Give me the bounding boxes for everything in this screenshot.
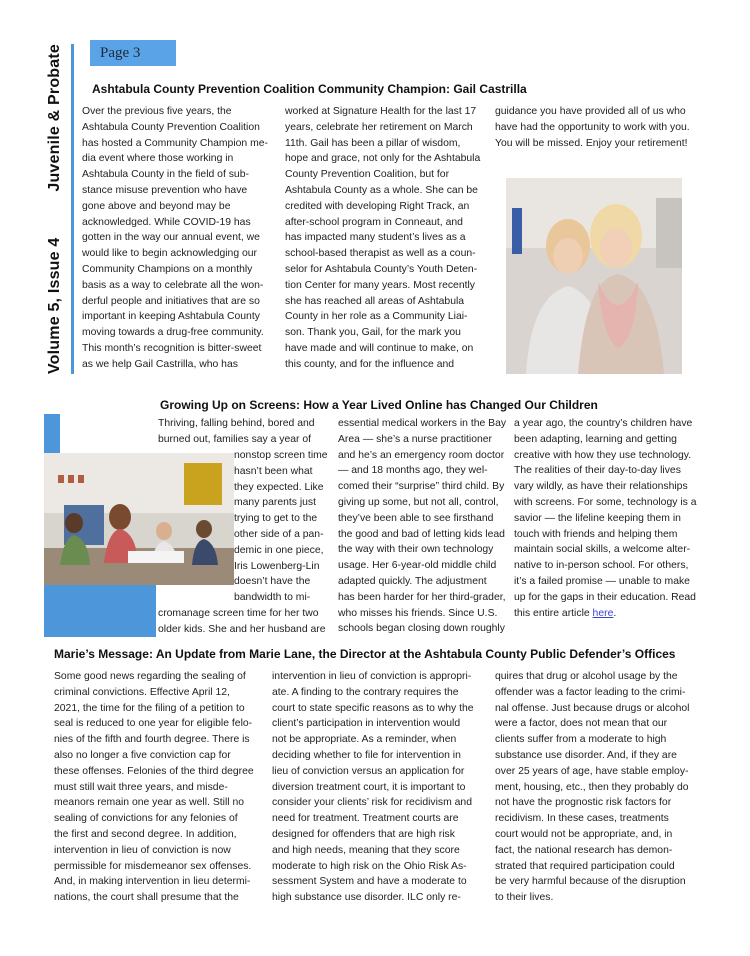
- text-line: tion Center for many years. Most recently: [285, 279, 475, 291]
- text-line: been adapting, learning and getting: [514, 433, 677, 445]
- text-line: client’s participation in intervention would: [272, 718, 461, 730]
- text-line: who misses his friends. Since U.S.: [338, 607, 498, 619]
- text-line: moderate to high risk on the Ohio Risk As-: [272, 860, 467, 872]
- text-line: school-based therapist as well as a coun-: [285, 248, 476, 260]
- text-line: and high needs, meaning that they score: [272, 844, 460, 856]
- text-line: And, in making intervention in lieu determi-: [54, 876, 251, 888]
- text-line: schools began closing down roughly: [338, 623, 505, 635]
- text-line: savior — the lifeline keeping them in: [514, 512, 681, 524]
- article3-col3: [495, 669, 700, 906]
- article1-col2: [285, 104, 493, 373]
- text-line: have had the opportunity to work with you.: [495, 121, 690, 133]
- article3-headline: Marie’s Message: An Update from Marie Lane, the Director at the Ashtabula County Public Defender’s Offices: [54, 647, 676, 661]
- text-line: County in her role as a Community Liai-: [285, 311, 468, 323]
- text-line: dia event where those working in: [82, 153, 234, 165]
- text-line: diversion treatment court, it is important to: [272, 781, 466, 793]
- text-line: Area — she’s a nurse practitioner: [338, 433, 493, 445]
- text-line: You will be missed. Enjoy your retirement!: [495, 137, 688, 149]
- text-line: son. Thank you, Gail, for the mark you: [285, 327, 461, 339]
- text-line: would like to begin acknowledging our: [82, 248, 258, 260]
- text-line: intervention in lieu of conviction is appropri-: [272, 671, 472, 682]
- text-line: nal offense. Just because drugs or alcohol: [495, 702, 690, 714]
- text-line: trying to get to the: [234, 513, 318, 525]
- text-line: fact, the national research has demon-: [495, 844, 673, 856]
- text-line: demic in one piece,: [234, 544, 324, 556]
- text-line: creative with how they use technology.: [514, 449, 692, 461]
- text-line: doesn’t have the: [234, 576, 311, 588]
- text-line: Thriving, falling behind, bored and: [158, 418, 315, 429]
- text-line: have made and will continue to make, on: [285, 342, 474, 354]
- text-line: burned out, families say a year of: [158, 433, 312, 445]
- text-line: with screens. For some, technology is a: [514, 496, 697, 508]
- text-line: the first and second degree. In addition,: [54, 828, 237, 840]
- gail-castrilla-photo: [506, 178, 682, 374]
- volume-issue-label: Volume 5, Issue 4: [46, 237, 63, 374]
- text-line: touch with friends and helping them: [514, 528, 678, 540]
- text-line: hasn’t been what: [234, 465, 313, 477]
- text-line: usage. Her 6-year-old middle child: [338, 560, 497, 572]
- text-line: basis as a way to celebrate all the won-: [82, 279, 264, 291]
- section-label: Juvenile & Probate: [46, 44, 63, 192]
- page-number-tab: Page 3: [90, 40, 176, 66]
- text-line: substance use disorder. And, if they are: [495, 749, 677, 761]
- text-line: This month’s recognition is bitter-sweet: [82, 342, 262, 354]
- text-line: intervention in lieu of conviction is now: [54, 844, 231, 856]
- text-line: court to state specific reasons as to why the: [272, 702, 474, 714]
- text-line: selor for Ashtabula County’s Youth Deten-: [285, 263, 478, 275]
- article3-col2: [272, 669, 487, 906]
- text-line: bandwidth to mi-: [234, 592, 311, 604]
- text-line: permissible for misdemeanor sex offenses.: [54, 860, 252, 872]
- text-line: giving up some, but not all, control,: [338, 496, 499, 508]
- text-line: over 25 years of age, have stable employ-: [495, 765, 689, 777]
- period: .: [613, 607, 617, 619]
- text-line: 2021, the time for the filing of a petition to: [54, 702, 245, 714]
- text-line: they expected. Like: [234, 481, 324, 493]
- text-line: derful people and initiatives that are so: [82, 295, 260, 307]
- text-line: the way with their own technology: [338, 544, 494, 556]
- text-line: up for the gaps in their education. Read: [514, 591, 696, 603]
- text-line: essential medical workers in the Bay: [338, 418, 507, 429]
- text-line: it’s a failed promise — unable to make: [514, 575, 690, 587]
- text-line: County Prevention Coalition, but for: [285, 169, 450, 181]
- text-line: important in keeping Ashtabula County: [82, 311, 260, 323]
- text-line: lieu of conviction versus an application for: [272, 765, 465, 777]
- article2-col1-top: [158, 416, 334, 448]
- text-line: nies of the fifth and fourth degree. There is: [54, 734, 250, 746]
- text-line: sealing of convictions for any felonies of: [54, 813, 238, 825]
- family-screens-photo: [44, 453, 234, 585]
- text-line: be very harmful because of the disruption: [495, 876, 686, 888]
- text-line: Ashtabula County in the field of sub-: [82, 169, 249, 181]
- text-line: Ashtabula County as a whole. She can be: [285, 184, 478, 196]
- text-line: criminal convictions. Effective April 12,: [54, 686, 230, 698]
- text-line: cromanage screen time for her two: [158, 608, 319, 619]
- article2-col1-wrap: [234, 448, 334, 606]
- text-line: has been harder for her third-grader,: [338, 591, 506, 603]
- text-line: Community Champions on a monthly: [82, 263, 253, 275]
- text-line: consider your clients’ risk for recidivism and: [272, 797, 472, 809]
- article2-col1-bottom: [158, 606, 334, 638]
- text-line: and he’s an emergency room doctor: [338, 449, 505, 461]
- article3-col1: [54, 669, 264, 906]
- text-line: Ashtabula County Prevention Coalition: [82, 121, 260, 133]
- text-line: moving towards a drug-free community.: [82, 327, 264, 339]
- text-line: comed their “surprise” third child. By: [338, 481, 505, 493]
- text-line: stance misuse prevention who have: [82, 184, 248, 196]
- spine: [46, 44, 76, 374]
- text-line: deciding whether to file for intervention in: [272, 749, 461, 761]
- text-line: years, celebrate her retirement on March: [285, 121, 473, 133]
- text-line: adapted quickly. The adjustment: [338, 575, 487, 587]
- article1-headline: Ashtabula County Prevention Coalition Community Champion: Gail Castrilla: [92, 82, 527, 96]
- text-line: — and 18 months ago, they wel-: [338, 465, 488, 477]
- text-line: has impacted many student’s lives as a: [285, 232, 466, 244]
- read-article-text: this entire article: [514, 607, 593, 619]
- text-line: maintain social skills, a welcome alter-: [514, 544, 691, 556]
- article-link[interactable]: here: [592, 607, 614, 619]
- text-line: not have the prognostic risk factors for: [495, 797, 672, 809]
- text-line: recidivism. In these cases, treatments: [495, 813, 669, 825]
- text-line: strated that required participation could: [495, 860, 675, 872]
- text-line: acknowledged. While COVID-19 has: [82, 216, 251, 228]
- text-line: need for treatment. Treatment courts are: [272, 813, 459, 825]
- article2-col3: [514, 416, 704, 621]
- text-line: Over the previous five years, the: [82, 106, 232, 117]
- text-line: Some good news regarding the sealing of: [54, 671, 246, 682]
- text-line: after-school program in Conneaut, and: [285, 216, 463, 228]
- text-line: ment, housing, etc., then they probably do: [495, 781, 689, 793]
- article2-col2: [338, 416, 510, 637]
- text-line: these offenses. Felonies of the third degree: [54, 765, 254, 777]
- text-line: many parents just: [234, 497, 317, 509]
- text-line: not be appropriate. As a reminder, when: [272, 734, 457, 746]
- text-line: 11th. Gail has been a pillar of wisdom,: [285, 137, 461, 149]
- text-line: vary wildly, as have their relationships: [514, 481, 688, 493]
- text-line: high substance use disorder. ILC only re-: [272, 892, 461, 904]
- text-line: worked at Signature Health for the last 17: [285, 106, 477, 117]
- text-line: they’ve been able to see firsthand: [338, 512, 494, 524]
- text-line: gotten in the way our annual event, we: [82, 232, 260, 244]
- text-line: credited with developing Right Track, an: [285, 200, 470, 212]
- spine-text: [46, 44, 72, 374]
- text-line: has hosted a Community Champion me-: [82, 137, 268, 149]
- text-line: sessment System and have a moderate to: [272, 876, 467, 888]
- text-line: she has reached all areas of Ashtabula: [285, 295, 465, 307]
- text-line: gone above and beyond may be: [82, 200, 231, 212]
- text-line: meanors remain one year as well. Still no: [54, 797, 245, 809]
- article1-col3: [495, 104, 695, 151]
- text-line: hope and grace, not only for the Ashtabula: [285, 153, 481, 165]
- text-line: other side of a pan-: [234, 528, 324, 540]
- text-line: court would not be appropriate, and, in: [495, 828, 673, 840]
- text-line: quires that drug or alcohol usage by the: [495, 671, 678, 682]
- text-line: this county, and for the influence and: [285, 358, 455, 370]
- text-line: nonstop screen time: [234, 450, 328, 461]
- text-line: to their lives.: [495, 892, 554, 904]
- text-line: ate. A finding to the contrary requires the: [272, 686, 459, 698]
- text-line: The realities of their day-to-day lives: [514, 465, 681, 477]
- text-line: the good and bad of letting kids lead: [338, 528, 505, 540]
- text-line: nations, the court shall presume that the: [54, 892, 239, 904]
- text-line: a year ago, the country’s children have: [514, 418, 693, 429]
- text-line: seal is reduced to one year for eligible felo-: [54, 718, 253, 730]
- text-line: native to in-person school. For others,: [514, 560, 689, 572]
- article2-headline: Growing Up on Screens: How a Year Lived Online has Changed Our Children: [160, 398, 598, 412]
- text-line: as we help Gail Castrilla, who has: [82, 358, 238, 370]
- text-line: were a factor, does not mean that our: [495, 718, 668, 730]
- text-line: offender was a factor leading to the crimi-: [495, 686, 686, 698]
- text-line: designed for offenders that are high risk: [272, 828, 455, 840]
- article1-col1: [82, 104, 277, 373]
- text-line: must still wait three years, and misde-: [54, 781, 228, 793]
- decor-bar-bottom: [44, 585, 156, 637]
- text-line: also no longer a five conviction cap for: [54, 749, 231, 761]
- text-line: clients suffer from a moderate to high: [495, 734, 667, 746]
- text-line: older kids. She and her husband are: [158, 623, 326, 635]
- text-line: Iris Lowenberg-Lin: [234, 560, 320, 572]
- text-line: guidance you have provided all of us who: [495, 106, 686, 117]
